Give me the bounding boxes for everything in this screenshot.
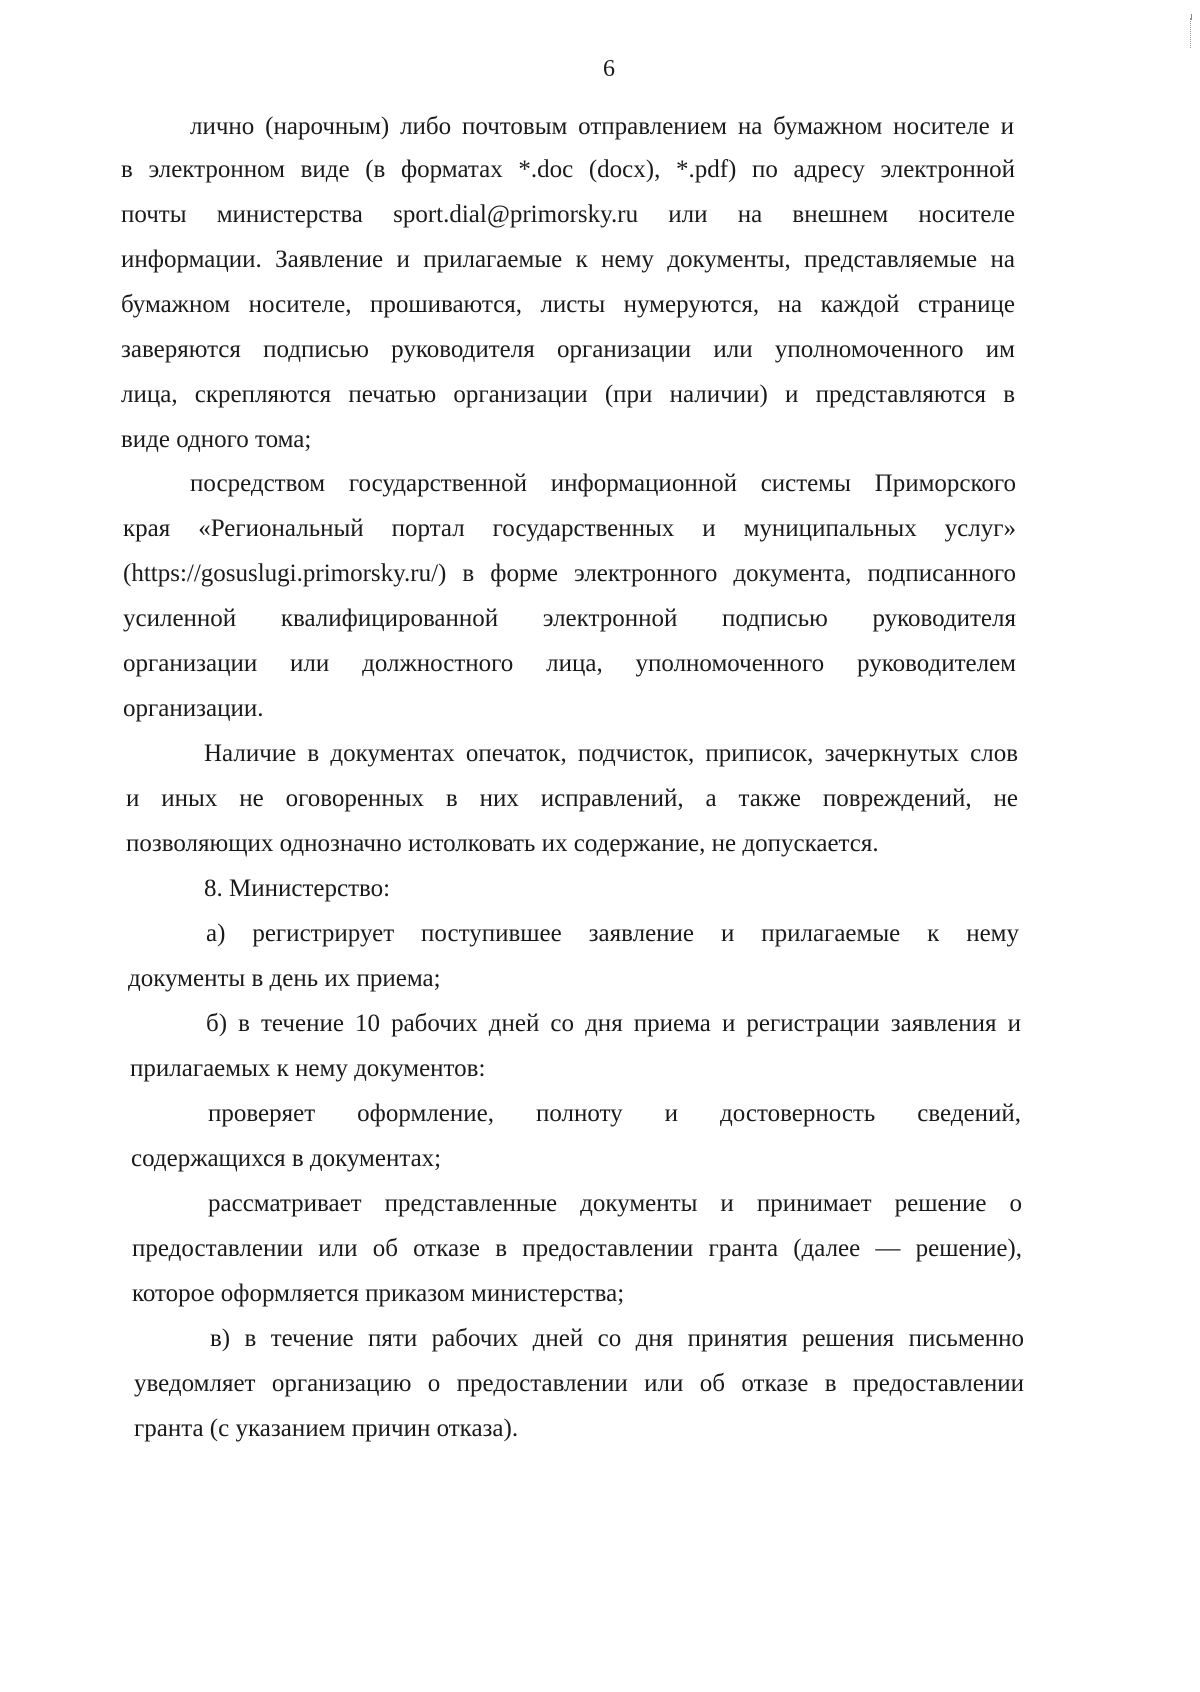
text-line: которое оформляется приказом министерства; <box>132 1280 625 1307</box>
text-line: прилагаемых к нему документов: <box>130 1055 486 1082</box>
text-line: посредством государственной информационной системы Приморского <box>190 470 1016 497</box>
text-line: (https://gosuslugi.primorsky.ru/) в форме электронного документа, подписанного <box>123 560 1016 587</box>
text-line: содержащихся в документах; <box>131 1145 442 1172</box>
text-line: организации. <box>123 695 264 722</box>
text-line: гранта (с указанием причин отказа). <box>134 1415 519 1442</box>
text-line: усиленной квалифицированной электронной подписью руководителя <box>123 605 1016 632</box>
text-line: края «Региональный портал государственных и муниципальных услуг» <box>123 515 1016 542</box>
text-line: документы в день их приема; <box>128 965 441 992</box>
text-line: в) в течение пяти рабочих дней со дня принятия решения письменно <box>210 1325 1024 1352</box>
text-line: 8. Министерство: <box>204 875 391 902</box>
text-line: бумажном носителе, прошиваются, листы нумеруются, на каждой странице <box>121 291 1015 318</box>
text-line: б) в течение 10 рабочих дней со дня приема и регистрации заявления и <box>206 1010 1021 1037</box>
text-line: рассматривает представленные документы и принимает решение о <box>208 1190 1022 1217</box>
text-line: организации или должностного лица, уполномоченного руководителем <box>123 650 1016 677</box>
text-line: проверяет оформление, полноту и достоверность сведений, <box>208 1100 1021 1127</box>
text-line: в электронном виде (в форматах *.doc (docx), *.pdf) по адресу электронной <box>121 156 1015 183</box>
text-line: информации. Заявление и прилагаемые к нему документы, представляемые на <box>121 246 1015 273</box>
text-line: а) регистрирует поступившее заявление и прилагаемые к нему <box>206 920 1019 947</box>
text-line: лично (нарочным) либо почтовым отправлением на бумажном носителе и <box>190 113 1014 140</box>
text-line: виде одного тома; <box>121 426 312 453</box>
text-line: и иных не оговоренных в них исправлений, а также повреждений, не <box>126 785 1018 812</box>
text-line: предоставлении или об отказе в предоставлении гранта (далее — решение), <box>132 1235 1022 1262</box>
page-number: 6 <box>603 56 615 82</box>
scan-edge-mark <box>1190 18 1193 48</box>
text-line: почты министерства sport.dial@primorsky.ru или на внешнем носителе <box>121 201 1015 228</box>
text-line: Наличие в документах опечаток, подчисток, приписок, зачеркнутых слов <box>204 740 1018 767</box>
text-line: заверяются подписью руководителя организации или уполномоченного им <box>121 336 1015 363</box>
text-line: уведомляет организацию о предоставлении или об отказе в предоставлении <box>134 1370 1024 1397</box>
text-line: лица, скрепляются печатью организации (при наличии) и представляются в <box>121 381 1015 408</box>
text-line: позволяющих однозначно истолковать их содержание, не допускается. <box>126 830 879 857</box>
